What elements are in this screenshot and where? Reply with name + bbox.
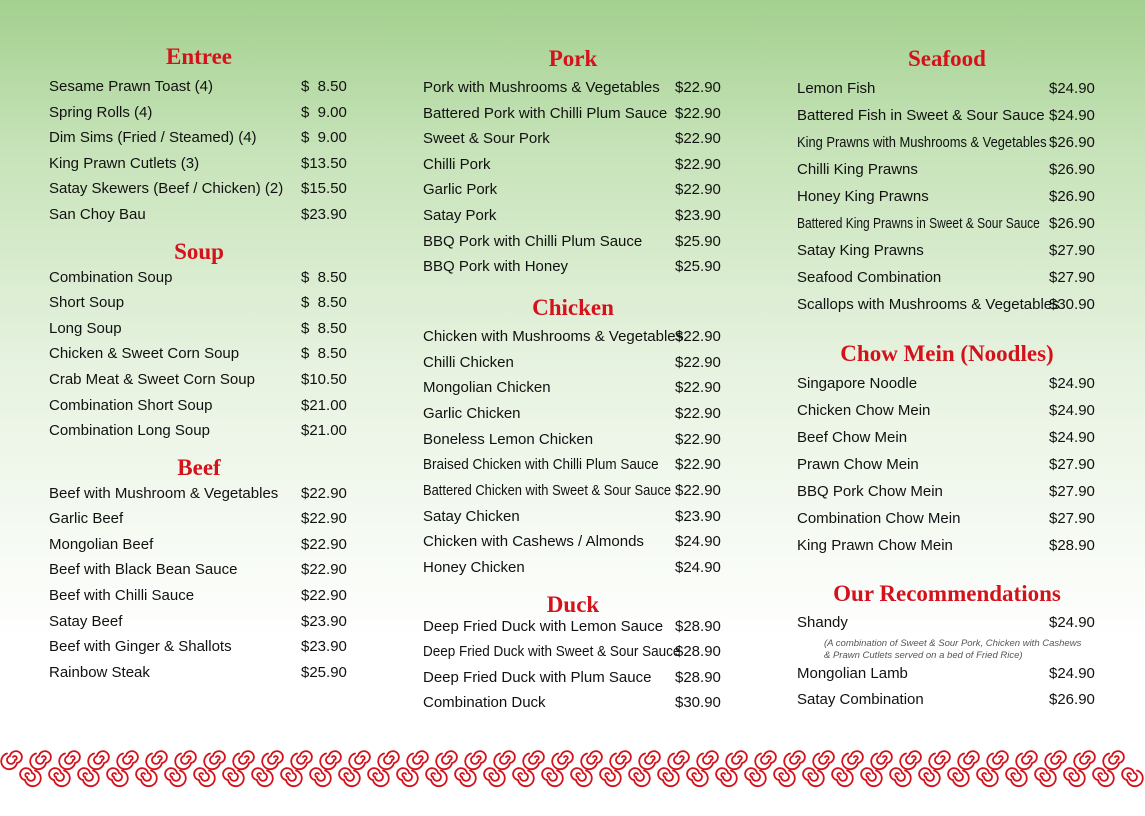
swirl-mark (977, 768, 998, 786)
item-name: King Prawn Cutlets (3) (49, 155, 200, 172)
swirl-mark (716, 768, 737, 786)
swirl-mark (871, 751, 892, 769)
swirl-mark (281, 768, 302, 786)
menu-item (49, 267, 347, 289)
item-price: $26.90 (1049, 134, 1095, 151)
swirl-mark (59, 751, 80, 769)
menu-item (423, 205, 721, 227)
swirl-mark (136, 768, 157, 786)
swirl-mark (929, 751, 950, 769)
item-price: $26.90 (1049, 215, 1095, 232)
swirl-mark (861, 768, 882, 786)
item-price: $23.90 (675, 508, 721, 525)
swirl-mark (755, 751, 776, 769)
item-price: $28.90 (1049, 537, 1095, 554)
menu-item (423, 231, 721, 253)
item-name: Chilli King Prawns (797, 161, 918, 178)
menu-item (797, 535, 1095, 557)
item-price: $23.90 (301, 613, 347, 630)
item-price: $24.90 (1049, 402, 1095, 419)
swirl-mark (1016, 751, 1037, 769)
swirl-mark (784, 751, 805, 769)
menu-item (423, 616, 721, 638)
swirl-mark (726, 751, 747, 769)
menu-item (49, 153, 347, 175)
swirl-mark (378, 751, 399, 769)
menu-item (797, 508, 1095, 530)
menu-item (797, 294, 1095, 316)
item-name: Combination Duck (423, 694, 546, 711)
menu-item (423, 557, 721, 579)
menu-item (797, 78, 1095, 100)
menu-item (423, 531, 721, 553)
swirl-mark (890, 768, 911, 786)
item-price: $22.90 (675, 156, 721, 173)
menu-item (797, 159, 1095, 181)
item-price: $24.90 (1049, 107, 1095, 124)
item-price: $25.90 (301, 664, 347, 681)
item-name: Combination Soup (49, 269, 173, 286)
item-name: Combination Long Soup (49, 422, 210, 439)
item-name: Chicken with Mushrooms & Vegetables (423, 328, 684, 345)
swirl-mark (658, 768, 679, 786)
menu-item (49, 102, 347, 124)
swirl-mark (958, 751, 979, 769)
item-name: Spring Rolls (4) (49, 104, 153, 121)
item-price: $24.90 (675, 533, 721, 550)
item-price: $22.90 (301, 485, 347, 502)
item-price: $22.90 (675, 130, 721, 147)
item-price: $13.50 (301, 155, 347, 172)
item-description: (A combination of Sweet & Sour Pork, Chicken with Cashews & Prawn Cutlets served on a bed of Fried Rice) (824, 638, 1082, 661)
menu-item (423, 154, 721, 176)
item-name: Beef with Chilli Sauce (49, 587, 195, 604)
item-price: $22.90 (675, 181, 721, 198)
swirl-mark (813, 751, 834, 769)
swirl-mark (523, 751, 544, 769)
swirl-mark (1, 751, 22, 769)
item-price: $23.90 (301, 638, 347, 655)
item-price: $27.90 (1049, 242, 1095, 259)
swirl-mark (513, 768, 534, 786)
menu-item (49, 369, 347, 391)
menu-item (49, 508, 347, 530)
swirl-mark (368, 768, 389, 786)
swirl-mark (1006, 768, 1027, 786)
swirl-mark (581, 751, 602, 769)
item-name: Beef with Black Bean Sauce (49, 561, 238, 578)
menu-item (797, 240, 1095, 262)
item-name: Prawn Chow Mein (797, 456, 919, 473)
item-name: Deep Fried Duck with Lemon Sauce (423, 618, 664, 635)
item-price: $22.90 (301, 510, 347, 527)
swirl-mark (30, 751, 51, 769)
menu-item (423, 480, 721, 502)
menu-item (797, 132, 1095, 154)
item-price: $ 8.50 (301, 320, 347, 337)
item-price: $28.90 (675, 618, 721, 635)
item-name: Satay Combination (797, 691, 924, 708)
swirl-mark (20, 768, 41, 786)
menu-item (423, 377, 721, 399)
item-price: $28.90 (675, 643, 721, 660)
swirl-mark (552, 751, 573, 769)
swirl-mark (610, 751, 631, 769)
item-price: $15.50 (301, 180, 347, 197)
menu-item (423, 256, 721, 278)
item-name: Honey Chicken (423, 559, 525, 576)
menu-item (797, 186, 1095, 208)
menu-item (797, 689, 1095, 711)
item-name: Crab Meat & Sweet Corn Soup (49, 371, 255, 388)
item-price: $22.90 (675, 79, 721, 96)
swirl-mark (494, 751, 515, 769)
menu-item (49, 611, 347, 633)
swirl-mark (1045, 751, 1066, 769)
swirl-mark (49, 768, 70, 786)
item-price: $ 9.00 (301, 104, 347, 121)
menu-item (49, 318, 347, 340)
swirl-mark (832, 768, 853, 786)
item-price: $22.90 (301, 587, 347, 604)
swirl-mark (919, 768, 940, 786)
menu-item (49, 585, 347, 607)
menu-item (423, 403, 721, 425)
swirl-mark (484, 768, 505, 786)
item-price: $ 8.50 (301, 345, 347, 362)
swirl-border-decoration (0, 738, 1145, 794)
item-price: $21.00 (301, 422, 347, 439)
swirl-mark (436, 751, 457, 769)
item-name: Deep Fried Duck with Plum Sauce (423, 669, 652, 686)
item-price: $27.90 (1049, 510, 1095, 527)
swirl-mark (320, 751, 341, 769)
item-price: $24.90 (1049, 614, 1095, 631)
menu-item (797, 105, 1095, 127)
item-name: Short Soup (49, 294, 125, 311)
swirl-mark (107, 768, 128, 786)
entree-heading: Entree (165, 44, 232, 69)
swirl-mark (262, 751, 283, 769)
item-name: Battered Chicken with Sweet & Sour Sauce (423, 482, 672, 499)
menu-item (49, 127, 347, 149)
menu-item (423, 641, 721, 663)
soup-heading: Soup (174, 239, 224, 264)
menu-item (423, 179, 721, 201)
swirl-mark (1035, 768, 1056, 786)
swirl-mark (745, 768, 766, 786)
item-price: $22.90 (675, 328, 721, 345)
item-price: $26.90 (1049, 188, 1095, 205)
swirl-mark (339, 768, 360, 786)
pork-heading: Pork (548, 46, 598, 71)
menu-item (49, 534, 347, 556)
menu-item (797, 373, 1095, 395)
item-price: $22.90 (675, 482, 721, 499)
item-name: Lemon Fish (797, 80, 876, 97)
item-name: Chicken Chow Mein (797, 402, 931, 419)
item-price: $ 8.50 (301, 269, 347, 286)
swirl-mark (900, 751, 921, 769)
item-price: $ 9.00 (301, 129, 347, 146)
item-name: Satay King Prawns (797, 242, 924, 259)
item-name: Battered King Prawns in Sweet & Sour Sauce (797, 215, 1040, 232)
swirl-mark (987, 751, 1008, 769)
item-price: $22.90 (675, 354, 721, 371)
item-name: Mongolian Beef (49, 536, 154, 553)
menu-item (49, 662, 347, 684)
swirl-mark (455, 768, 476, 786)
item-price: $24.90 (1049, 375, 1095, 392)
swirl-mark (629, 768, 650, 786)
menu-item (423, 77, 721, 99)
item-price: $24.90 (675, 559, 721, 576)
menu-item (797, 663, 1095, 685)
item-name: Mongolian Chicken (423, 379, 551, 396)
swirl-mark (1074, 751, 1095, 769)
item-name: Mongolian Lamb (797, 665, 908, 682)
menu-item (423, 692, 721, 714)
item-name: BBQ Pork with Chilli Plum Sauce (423, 233, 643, 250)
menu-item (797, 400, 1095, 422)
menu-item (423, 128, 721, 150)
item-name: Chicken & Sweet Corn Soup (49, 345, 240, 362)
swirl-mark (542, 768, 563, 786)
swirl-mark (252, 768, 273, 786)
item-name: Satay Chicken (423, 508, 520, 525)
item-price: $22.90 (301, 561, 347, 578)
menu-item (423, 103, 721, 125)
swirl-mark (88, 751, 109, 769)
item-name: Chilli Pork (423, 156, 491, 173)
swirl-mark (194, 768, 215, 786)
swirl-mark (204, 751, 225, 769)
swirl-mark (223, 768, 244, 786)
item-price: $10.50 (301, 371, 347, 388)
menu-item (49, 559, 347, 581)
menu-item (423, 506, 721, 528)
swirl-mark (146, 751, 167, 769)
item-name: Battered Pork with Chilli Plum Sauce (423, 105, 668, 122)
menu-item (49, 483, 347, 505)
item-name: Chilli Chicken (423, 354, 514, 371)
item-name: Rainbow Steak (49, 664, 150, 681)
chow-mein-heading: Chow Mein (Noodles) (840, 341, 1054, 366)
swirl-mark (687, 768, 708, 786)
item-name: Battered Fish in Sweet & Sour Sauce (797, 107, 1045, 124)
item-name: Garlic Beef (49, 510, 124, 527)
item-price: $ 8.50 (301, 294, 347, 311)
item-price: $27.90 (1049, 483, 1095, 500)
item-price: $25.90 (675, 258, 721, 275)
item-price: $24.90 (1049, 80, 1095, 97)
item-price: $22.90 (675, 405, 721, 422)
menu-item (49, 395, 347, 417)
menu-item (423, 667, 721, 689)
item-name: Dim Sims (Fried / Steamed) (4) (49, 129, 257, 146)
menu-item (49, 204, 347, 226)
menu-item (423, 352, 721, 374)
item-name: Chicken with Cashews / Almonds (423, 533, 644, 550)
item-price: $23.90 (301, 206, 347, 223)
menu-item (423, 326, 721, 348)
item-price: $26.90 (1049, 691, 1095, 708)
item-name: Deep Fried Duck with Sweet & Sour Sauce (423, 643, 681, 660)
swirl-mark (426, 768, 447, 786)
item-name: Singapore Noodle (797, 375, 918, 392)
swirl-mark (349, 751, 370, 769)
item-name: Sesame Prawn Toast (4) (49, 78, 213, 95)
menu-item (797, 427, 1095, 449)
item-name: King Prawn Chow Mein (797, 537, 953, 554)
item-name: Honey King Prawns (797, 188, 929, 205)
item-name: BBQ Pork with Honey (423, 258, 569, 275)
swirl-mark (639, 751, 660, 769)
item-name: Garlic Chicken (423, 405, 521, 422)
item-name: Combination Chow Mein (797, 510, 961, 527)
beef-heading: Beef (177, 455, 221, 480)
duck-heading: Duck (546, 592, 600, 617)
item-price: $26.90 (1049, 161, 1095, 178)
item-price: $22.90 (675, 379, 721, 396)
swirl-mark (291, 751, 312, 769)
swirl-mark (803, 768, 824, 786)
menu-item (797, 481, 1095, 503)
swirl-mark (407, 751, 428, 769)
item-name: King Prawns with Mushrooms & Vegetables (797, 134, 1047, 151)
item-price: $ 8.50 (301, 78, 347, 95)
item-price: $23.90 (675, 207, 721, 224)
menu-item (49, 76, 347, 98)
item-name: Beef with Mushroom & Vegetables (49, 485, 279, 502)
item-name: Satay Pork (423, 207, 497, 224)
chicken-heading: Chicken (532, 295, 614, 320)
item-name: Pork with Mushrooms & Vegetables (423, 79, 660, 96)
item-price: $30.90 (1049, 296, 1095, 313)
menu-item (49, 343, 347, 365)
item-name: Shandy (797, 614, 848, 631)
item-name: Scallops with Mushrooms & Vegetables (797, 296, 1060, 313)
menu-item (49, 178, 347, 200)
menu-item (49, 292, 347, 314)
item-price: $25.90 (675, 233, 721, 250)
item-name: Beef with Ginger & Shallots (49, 638, 232, 655)
swirl-mark (465, 751, 486, 769)
menu-item (423, 454, 721, 476)
item-name: Long Soup (49, 320, 122, 337)
item-name: Boneless Lemon Chicken (423, 431, 594, 448)
item-name: Beef Chow Mein (797, 429, 908, 446)
item-price: $27.90 (1049, 456, 1095, 473)
item-price: $22.90 (675, 431, 721, 448)
item-price: $21.00 (301, 397, 347, 414)
menu-item (797, 267, 1095, 289)
item-price: $27.90 (1049, 269, 1095, 286)
item-name: Braised Chicken with Chilli Plum Sauce (423, 456, 659, 473)
item-name: BBQ Pork Chow Mein (797, 483, 943, 500)
item-name: Satay Skewers (Beef / Chicken) (2) (49, 180, 284, 197)
swirl-mark (842, 751, 863, 769)
item-name: San Choy Bau (49, 206, 146, 223)
item-price: $22.90 (301, 536, 347, 553)
seafood-heading: Seafood (908, 46, 986, 71)
item-price: $24.90 (1049, 429, 1095, 446)
menu-item (797, 213, 1095, 235)
swirl-mark (774, 768, 795, 786)
item-name: Satay Beef (49, 613, 123, 630)
menu-item (423, 429, 721, 451)
swirl-mark (175, 751, 196, 769)
swirl-mark (1064, 768, 1085, 786)
swirl-mark (668, 751, 689, 769)
swirl-mark (697, 751, 718, 769)
swirl-mark (600, 768, 621, 786)
item-name: Seafood Combination (797, 269, 942, 286)
item-price: $28.90 (675, 669, 721, 686)
item-price: $24.90 (1049, 665, 1095, 682)
swirl-mark (165, 768, 186, 786)
item-price: $22.90 (675, 105, 721, 122)
swirl-mark (397, 768, 418, 786)
recommendations-heading: Our Recommendations (833, 581, 1061, 606)
swirl-mark (310, 768, 331, 786)
swirl-mark (948, 768, 969, 786)
swirl-mark (1103, 751, 1124, 769)
item-price: $22.90 (675, 456, 721, 473)
menu-item (797, 454, 1095, 476)
item-price: $30.90 (675, 694, 721, 711)
swirl-mark (1093, 768, 1114, 786)
swirl-mark (78, 768, 99, 786)
item-name: Combination Short Soup (49, 397, 213, 414)
menu-item (49, 420, 347, 442)
item-name: Sweet & Sour Pork (423, 130, 550, 147)
swirl-mark (117, 751, 138, 769)
swirl-mark (233, 751, 254, 769)
swirl-mark (571, 768, 592, 786)
item-name: Garlic Pork (423, 181, 498, 198)
menu-item (49, 636, 347, 658)
swirl-mark (1122, 768, 1143, 786)
menu-item (797, 612, 1095, 634)
